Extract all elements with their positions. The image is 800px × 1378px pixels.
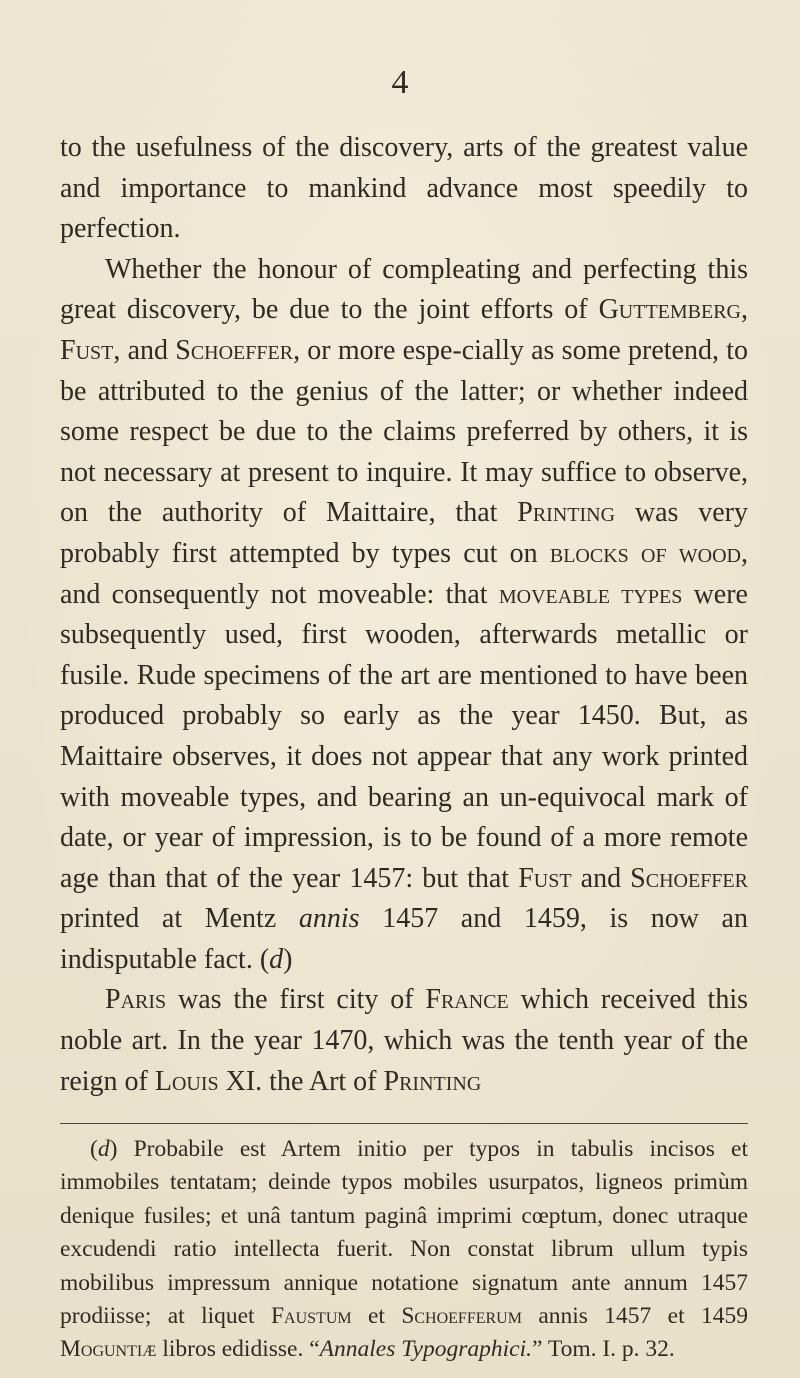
small-caps-text: Schoeffer: [630, 862, 748, 894]
italic-text: Annales Typographici.: [319, 1336, 532, 1363]
text-run: was very probably first attempted by types cut on: [60, 497, 748, 569]
small-caps-text: moveable types: [498, 578, 683, 610]
paragraph: [60, 128, 748, 250]
main-text: [60, 128, 748, 1102]
text-run: et: [351, 1303, 402, 1330]
text-run: , and: [113, 334, 176, 366]
text-run: Whether the honour of compleating and perfecting this great discovery, be due to the joint efforts of: [60, 253, 748, 326]
text-run: , and consequently not moveable: that: [60, 537, 748, 610]
small-caps-text: Faustum: [270, 1303, 352, 1330]
text-run: ) Probabile est Artem initio per typos in tabulis incisos et immobiles tentatam; deinde typos mobiles usurpatos, ligneos primùm denique fusiles; et unâ tantum paginâ imprimi cœptum, donec utraque excudendi ratio intellecta fuerit. Non constat librum ullum typis mobilibus impressum annique notatione signatum ante annum 1457 prodiisse; at liquet: [60, 1136, 748, 1330]
text-run: XI. the Art of: [218, 1065, 384, 1097]
text-run: ” Tom. I. p. 32.: [531, 1336, 675, 1363]
page-number: 4: [391, 64, 409, 101]
text-run: which received this noble art. In the year 1470, which was the tenth year of the reign of: [60, 984, 748, 1097]
text-run: was the first city of: [166, 984, 426, 1016]
text-run: to the usefulness of the discovery, arts of the greatest value and importance to mankind advance most speedily to perfection.: [60, 132, 748, 245]
text-run: and: [571, 862, 631, 894]
small-caps-text: Schoefferum: [401, 1303, 522, 1330]
text-run: (: [90, 1136, 98, 1162]
small-caps-text: Printing: [383, 1065, 482, 1097]
small-caps-text: Fust: [60, 334, 114, 366]
text-run: ): [283, 943, 293, 975]
small-caps-text: Guttemberg: [598, 294, 741, 326]
small-caps-text: France: [425, 984, 509, 1016]
small-caps-text: Schoeffer: [175, 334, 294, 366]
text-run: ,: [741, 294, 748, 326]
footnote-rule: [60, 1123, 748, 1124]
paragraph: [60, 980, 748, 1102]
text-run: annis 1457 et 1459: [521, 1303, 748, 1330]
italic-text: d: [269, 943, 284, 975]
small-caps-text: Moguntiæ: [60, 1336, 157, 1363]
small-caps-text: blocks of wood: [549, 537, 741, 569]
small-caps-text: Paris: [105, 984, 167, 1016]
text-run: 1457 and 1459, is now an indisputable fact. (: [60, 903, 748, 975]
footnote-d: [60, 1133, 748, 1367]
small-caps-text: Printing: [517, 497, 616, 529]
small-caps-text: Fust: [518, 862, 572, 894]
italic-text: annis: [298, 903, 360, 935]
paragraph: [60, 250, 748, 981]
text-run: libros edidisse. “: [156, 1336, 320, 1363]
text-run: printed at Mentz: [60, 903, 299, 935]
italic-text: d: [97, 1136, 110, 1162]
text-run: , or more espe-cially as some pretend, to be attributed to the genius of the latter; or whether indeed some respect be due to the claims preferred by others, it is not necessary at present to inquire. It may suffice to observe, on the authority of Maittaire, that: [60, 334, 748, 529]
small-caps-text: Louis: [154, 1065, 219, 1097]
text-run: were subsequently used, first wooden, afterwards metallic or fusile. Rude specimens of the art are mentioned to have been produced probably so early as the year 1450. But, as Maittaire observes, it does not appear that any work printed with moveable types, and bearing an un-equivocal mark of date, or year of impression, is to be found of a more remote age than that of the year 1457: but that: [60, 578, 748, 894]
